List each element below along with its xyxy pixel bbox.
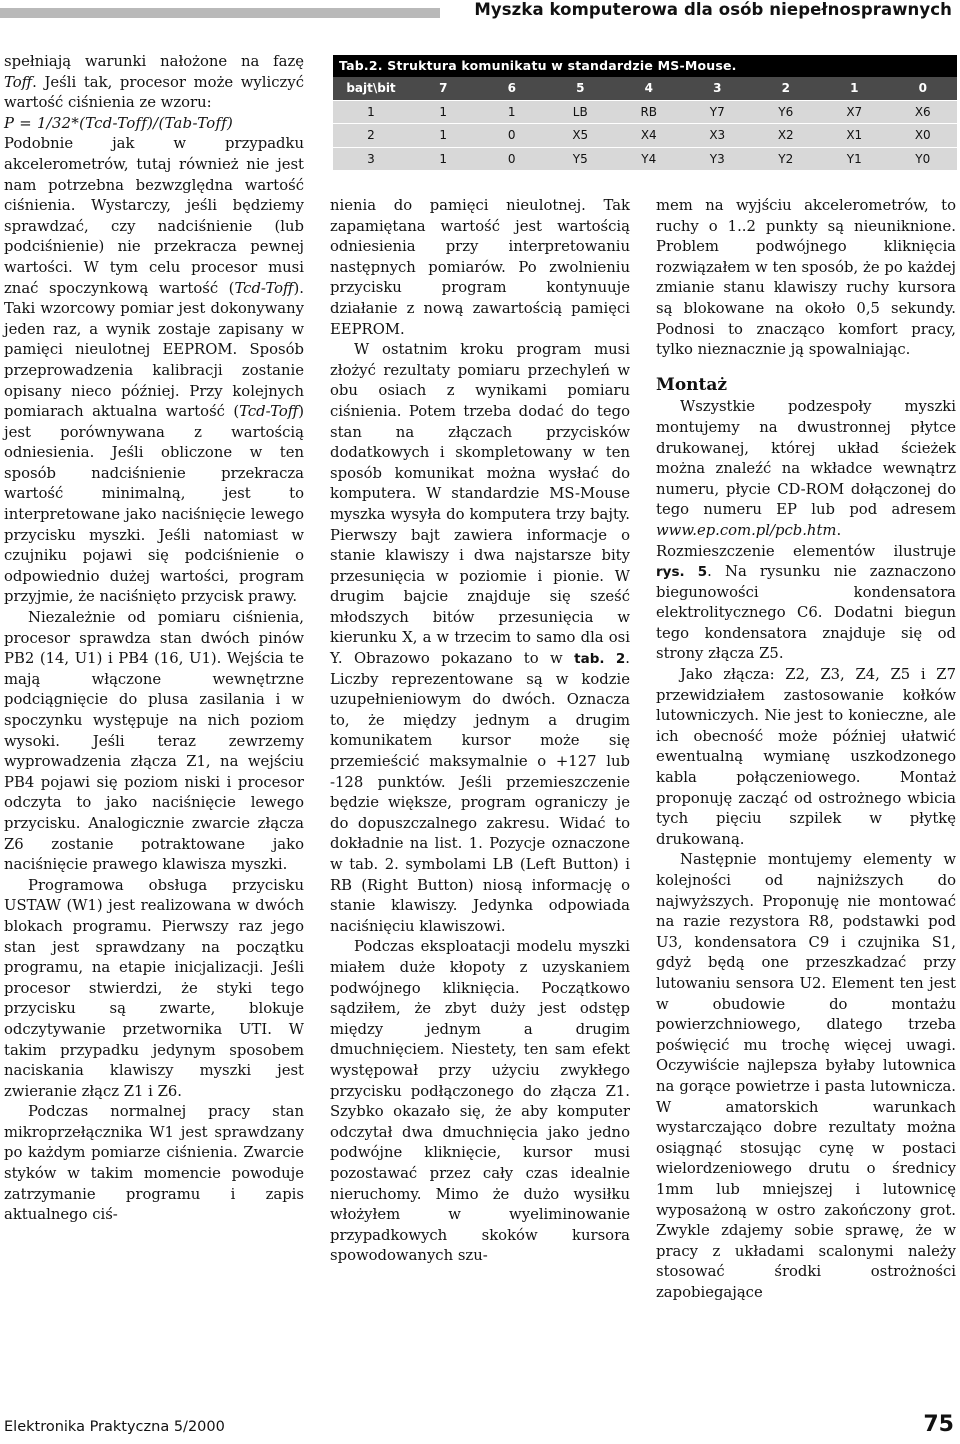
paragraph: Następnie montujemy elementy w kolejności od najniższych do najwyższych. Proponuję nie montować na razie rezystora R8, podstawki pod U3, kondensatora C9 i czujnika S1, gdyż będą one przeszkadzać przy lutowaniu sensora U2. Element ten jest w obudowie do montażu powierzchniowego, dlatego trzeba poświęcić mu trochę więcej uwagi. Oczywiście najlepsza byłaby lutownica na gorące powietrze i pasta lutownicza. W amatorskich warunkach wystarczająco dobre rezultaty można osiągnąć stosując cynę w postaci wielordzeniowego drutu o średnicy 1mm lub mniejszej i lutownicę wyposażoną w ostro zakończony grot. Zwykle zdajemy sobie sprawę, że w pracy z układami scalonymi należy stosować środki ostrożności zapobiegające bbox=[656, 851, 956, 1301]
table-header-cell: 4 bbox=[644, 81, 653, 95]
header-bar bbox=[0, 8, 440, 18]
table-cell: RB bbox=[640, 104, 658, 119]
table-cell: LB bbox=[572, 104, 588, 119]
table-cell: 3 bbox=[367, 151, 375, 166]
table-header-cell: 6 bbox=[507, 81, 516, 95]
table-cell: Y7 bbox=[709, 104, 725, 119]
table-header-cell: 5 bbox=[576, 81, 585, 95]
text: Podobnie jak w przypadku akcelerometrów, tutaj również nie jest nam potrzebna bezwzględna wartość ciśnienia. Wystarczy, jeśli będziemy sprawdzać, czy nadciśnienie (lub podciśnienie) nie przekracza pewnej wartości. W tym celu procesor musi znać spoczynkową wartość ( bbox=[4, 135, 304, 297]
table-cell: 1 bbox=[439, 128, 448, 142]
table-header-cell: 1 bbox=[850, 81, 859, 95]
paragraph: Podczas eksploatacji modelu myszki miałem duże kłopoty z uzyskaniem podwójnego kliknięcia. Początkowo sądziłem, że zbyt duży jest odstęp między jednym a drugim dmuchnięciem. Niestety, ten sam efekt występował przy użyciu zwykłego przycisku podłączonego do złącza Z1. Szybko okazało się, że aby komputer odczytał dwa dmuchnięcia jako jedno podwójne kliknięcie, kursor musi pozostawać przez cały czas idealnie nieruchomy. Mimo że dużo wysiłku włożyłem w wyeliminowanie przypadkowych skoków kursora spowodowanych szu- bbox=[330, 938, 630, 1265]
text: spełniają warunki nałożone na fazę bbox=[4, 53, 304, 70]
paragraph: nienia do pamięci nieulotnej. Tak zapamiętana wartość jest wartością odniesienia przy interpretowaniu następnych pomiarów. Po zwolnieniu przycisku program kontynuuje działanie z nową zawartością pamięci EEPROM. bbox=[330, 197, 630, 338]
paragraph bbox=[4, 52, 304, 114]
table-cell: Y4 bbox=[641, 151, 657, 166]
column-2 bbox=[330, 196, 630, 1267]
text: W ostatnim kroku program musi złożyć rezultaty pomiaru przechyleń w obu osiach z wynikami pomiaru ciśnienia. Potem trzeba dodać do tego stan na złączach przycisków dodatkowych i skompletowany w ten sposób komunikat można wysłać do komputera. W standardzie MS-Mouse myszka wysyła do komputera trzy bajty. Pierwszy bajt zawiera informacje o stanie klawiszy i dwa najstarsze bity przesunięcia w poziomie i pionie. W drugim bajcie znajduje się sześć młodszych bitów przesunięcia w kierunku X, a w trzecim to samo dla osi Y. Obrazowo pokazano to w bbox=[330, 341, 630, 668]
table-header-cell: 2 bbox=[781, 81, 790, 95]
running-title: Myszka komputerowa dla osób niepełnosprawnych bbox=[474, 0, 952, 19]
table-cell: X5 bbox=[572, 128, 589, 142]
table-cell: X7 bbox=[846, 104, 863, 119]
table-cell: 0 bbox=[507, 151, 516, 166]
table-cell: 1 bbox=[439, 151, 448, 166]
table-cell: 2 bbox=[367, 128, 375, 142]
table-header-row bbox=[333, 77, 957, 100]
italic-text: Toff bbox=[4, 73, 33, 91]
table-cell: 1 bbox=[439, 104, 448, 119]
table-cell: Y5 bbox=[572, 151, 588, 166]
formula: P = 1/32*(Tcd-Toff)/(Tab-Toff) bbox=[4, 114, 234, 132]
table-cell: Y1 bbox=[846, 151, 862, 166]
paragraph bbox=[4, 134, 304, 608]
footer-magazine: Elektronika Praktyczna 5/2000 bbox=[4, 1419, 225, 1435]
text: . Jeśli tak, procesor może wyliczyć wartość ciśnienia ze wzoru: bbox=[4, 73, 304, 112]
table-cell: X2 bbox=[777, 128, 794, 142]
table-header-cell: 0 bbox=[918, 81, 927, 95]
italic-text: Tcd-Toff bbox=[234, 279, 294, 297]
table-row bbox=[333, 123, 957, 147]
paragraph: Niezależnie od pomiaru ciśnienia, procesor sprawdza stan dwóch pinów PB2 (14, U1) i PB4 (16, U1). Wejścia te mają włączone wewnętrzne podciągnięcie do plusa zasilania i w spoczynku występuje na nich poziom wysoki. Jeśli teraz zewrzemy wyprowadzenia złącza Z1, na wejściu PB4 pojawi się poziom niski i procesor odczyta to jako naciśnięcie lewego przycisku. Analogicznie zwarcie złącza Z6 zostanie potraktowane jako naciśnięcie prawego klawisza myszki. bbox=[4, 609, 304, 874]
text: . Liczby reprezentowane są w kodzie uzupełnieniowym do dwóch. Oznacza to, że między jednym a drugim komunikatem kursor może się przemieścić maksymalnie o +127 lub -128 punktów. Jeśli przemieszczenie będzie większe, program ograniczy je do dopuszczalnego zakresu. Widać to dokładnie na list. 1. Pozycje oznaczone w tab. 2. symbolami LB (Left Button) i RB (Right Button) niosą informację o stanie klawiszy. Jedynka odpowiada naciśnięciu klawiszowi. bbox=[330, 650, 630, 935]
text: . Rozmieszczenie elementów ilustruje bbox=[656, 521, 956, 560]
table-cell: Y2 bbox=[778, 151, 794, 166]
table-cell: X3 bbox=[709, 128, 726, 142]
paragraph bbox=[656, 397, 956, 665]
table-cell: 1 bbox=[367, 104, 375, 119]
text: . Na rysunku nie zaznaczono biegunowości kondensatora elektrolitycznego C6. Dodatni biegun tego kondensatora znajduje się od strony złącza Z5. bbox=[656, 563, 956, 663]
table-cell: X0 bbox=[914, 128, 931, 142]
table-header-cell: 3 bbox=[713, 81, 722, 95]
table-cell: X4 bbox=[640, 128, 657, 142]
url-text: www.ep.com.pl/pcb.htm bbox=[656, 521, 837, 539]
column-3 bbox=[656, 196, 956, 1303]
paragraph: mem na wyjściu akcelerometrów, to ruchy o 1..2 punkty są nieuniknione. Problem podwójnego kliknięcia rozwiązałem w ten sposób, że po każdej zmianie stanu klawiszy ruchy kursora są blokowane na około 0,5 sekundy. Podnosi to znacząco komfort pracy, tylko nieznacznie ją spowalniając. bbox=[656, 197, 956, 359]
table-header-cell: bajt\bit bbox=[346, 81, 396, 95]
table-reference: tab. 2 bbox=[574, 651, 626, 668]
section-heading: Montaż bbox=[656, 374, 728, 395]
paragraph: Programowa obsługa przycisku USTAW (W1) jest realizowana w dwóch blokach programu. Pierwszy raz jego stan jest sprawdzany na początku programu, na etapie inicjalizacji. Jeśli procesor stwierdzi, że styki tego przycisku są zwarte, blokuje odczytywanie przetwornika UTI. W takim przypadku jedynym sposobem naciskania klawiszy myszki jest zwieranie złącz Z1 i Z6. bbox=[4, 876, 304, 1100]
page-header bbox=[0, 0, 960, 28]
table-cell: X6 bbox=[914, 104, 931, 119]
message-structure-table bbox=[333, 55, 957, 170]
table-header-cell: 7 bbox=[439, 81, 448, 95]
figure-reference: rys. 5 bbox=[656, 564, 708, 581]
table-cell: X1 bbox=[846, 128, 863, 142]
table-title: Tab.2. Struktura komunikatu w standardzie MS-Mouse. bbox=[333, 55, 957, 77]
paragraph bbox=[330, 340, 630, 937]
table-cell: 0 bbox=[507, 128, 516, 142]
page-number: 75 bbox=[923, 1412, 954, 1437]
text: Wszystkie podzespoły myszki montujemy na dwustronnej płytce drukowanej, której układ ścieżek można znaleźć na wkładce wewnątrz numeru, płycie CD-ROM dołączonej do tego numeru EP lub pod adresem bbox=[656, 398, 956, 519]
table-row bbox=[333, 147, 957, 171]
column-1 bbox=[4, 52, 304, 1226]
text: ). Taki wzorcowy pomiar jest dokonywany jeden raz, a wynik zostaje zapisany w pamięci nieulotnej EEPROM. Sposób przeprowadzenia kalibracji zostanie opisany nieco później. Przy kolejnych pomiarach aktualna wartość ( bbox=[4, 279, 304, 421]
paragraph: Podczas normalnej pracy stan mikroprzełącznika W1 jest sprawdzany po każdym pomiarze ciśnienia. Zwarcie styków w takim momencie powoduje zatrzymanie programu i zapis aktualnego ciś- bbox=[4, 1103, 304, 1224]
italic-text: Tcd-Toff bbox=[239, 403, 299, 421]
table-cell: Y3 bbox=[709, 151, 725, 166]
table-cell: 1 bbox=[507, 104, 516, 119]
paragraph: Jako złącza: Z2, Z3, Z4, Z5 i Z7 przewidziałem zastosowanie kołków lutowniczych. Nie jest to konieczne, ale ich obecność może później ułatwić ewentualną wymianę uszkodzonego kabla połączeniowego. Montaż proponuję zacząć od ostrożnego wbicia tych pięciu szpilek w płytkę drukowaną. bbox=[656, 666, 956, 848]
table-cell: Y6 bbox=[778, 104, 794, 119]
table-cell: Y0 bbox=[915, 151, 931, 166]
table-row bbox=[333, 100, 957, 124]
text: ) jest porównywana z wartością odniesienia. Jeśli obliczone w ten sposób nadciśnienie przekracza wartość minimalną, jest to interpretowane jako naciśnięcie lewego przycisku myszki. Jeśli natomiast w czujniku pojawi się podciśnienie o odpowiednio dużej wartości, program przyjmie, że naciśnięto przycisk prawy. bbox=[4, 403, 304, 606]
